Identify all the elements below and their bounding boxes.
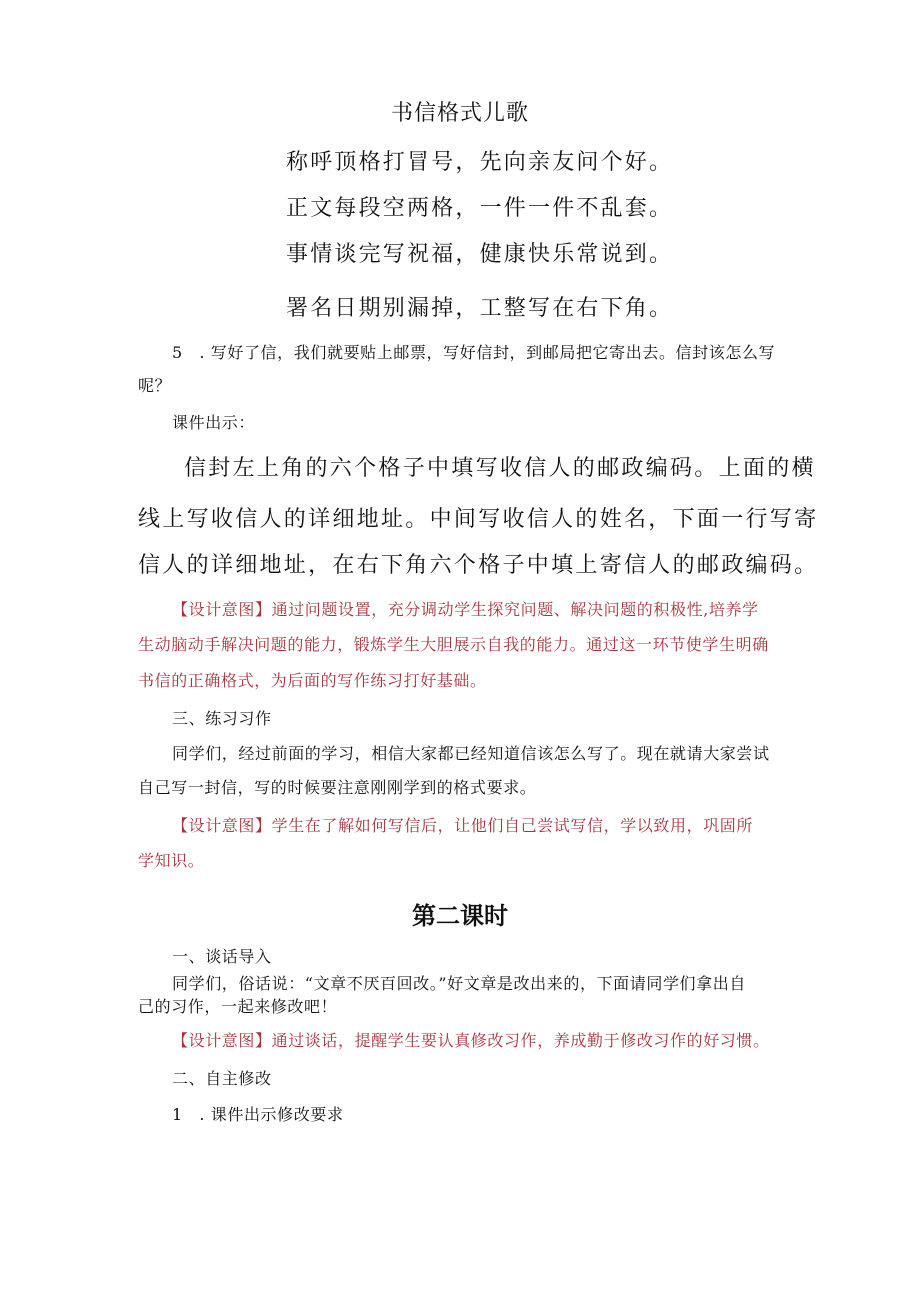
- envelope-line-3: 信人的详细地址，在右下角六个格子中填上寄信人的邮政编码。: [138, 553, 819, 578]
- section-3-title: 三、练习习作: [172, 709, 272, 728]
- design-intent-1-line-3: 书信的正确格式，为后面的写作练习打好基础。: [138, 671, 487, 690]
- design-intent-tag: 【设计意图】: [172, 816, 272, 835]
- poem-line-1: 称呼顶格打冒号，先向亲友问个好。: [286, 150, 674, 175]
- design-intent-text: 学生在了解如何写信后，让他们自己尝试写信，学以致用，巩固所: [271, 816, 754, 835]
- envelope-line-2: 线上写收信人的详细地址。中间写收信人的姓名，下面一行写寄: [138, 507, 819, 532]
- design-intent-1-line-1: [172, 597, 759, 620]
- lesson-2-section-2-item-1: 1 . 课件出示修改要求: [172, 1105, 344, 1124]
- design-intent-text: 通过谈话，提醒学生要认真修改习作，养成勤于修改习作的好习惯。: [271, 1031, 770, 1050]
- lesson-2-section-2-title: 二、自主修改: [172, 1069, 272, 1088]
- envelope-line-1: 信封左上角的六个格子中填写收信人的邮政编码。上面的横: [184, 456, 816, 481]
- section-3-line-1: 同学们，经过前面的学习，相信大家都已经知道信该怎么写了。现在就请大家尝试: [172, 744, 770, 763]
- courseware-label: 课件出示：: [172, 413, 256, 432]
- design-intent-text: 通过问题设置，充分调动学生探究问题、解决问题的积极性,培养学: [271, 600, 759, 619]
- design-intent-tag: 【设计意图】: [172, 600, 272, 619]
- design-intent-1-line-2: 生动脑动手解决问题的能力，锻炼学生大胆展示自我的能力。通过这一环节使学生明确: [138, 635, 769, 654]
- step5-line-2: 呢？: [138, 376, 172, 395]
- design-intent-2-line-2: 学知识。: [138, 851, 205, 870]
- lesson-2-heading: 第二课时: [412, 902, 508, 930]
- design-intent-3: [172, 1028, 770, 1051]
- design-intent-2-line-1: [172, 813, 753, 836]
- lesson-2-section-1-line-1: 同学们，俗话说：“文章不厌百回改。”好文章是改出来的，下面请同学们拿出自: [172, 974, 746, 993]
- poem-line-2: 正文每段空两格，一件一件不乱套。: [286, 196, 674, 221]
- section-3-line-2: 自己写一封信，写的时候要注意刚刚学到的格式要求。: [138, 778, 537, 797]
- design-intent-tag: 【设计意图】: [172, 1031, 272, 1050]
- poem-title: 书信格式儿歌: [390, 101, 529, 126]
- poem-line-4: 署名日期别漏掉，工整写在右下角。: [286, 296, 674, 321]
- step5-line-1: 5 . 写好了信，我们就要贴上邮票，写好信封，到邮局把它寄出去。信封该怎么写: [172, 343, 776, 362]
- poem-line-3: 事情谈完写祝福，健康快乐常说到。: [286, 242, 674, 267]
- lesson-2-section-1-title: 一、谈话导入: [172, 947, 272, 966]
- lesson-2-section-1-line-2: 己的习作，一起来修改吧！: [138, 997, 338, 1016]
